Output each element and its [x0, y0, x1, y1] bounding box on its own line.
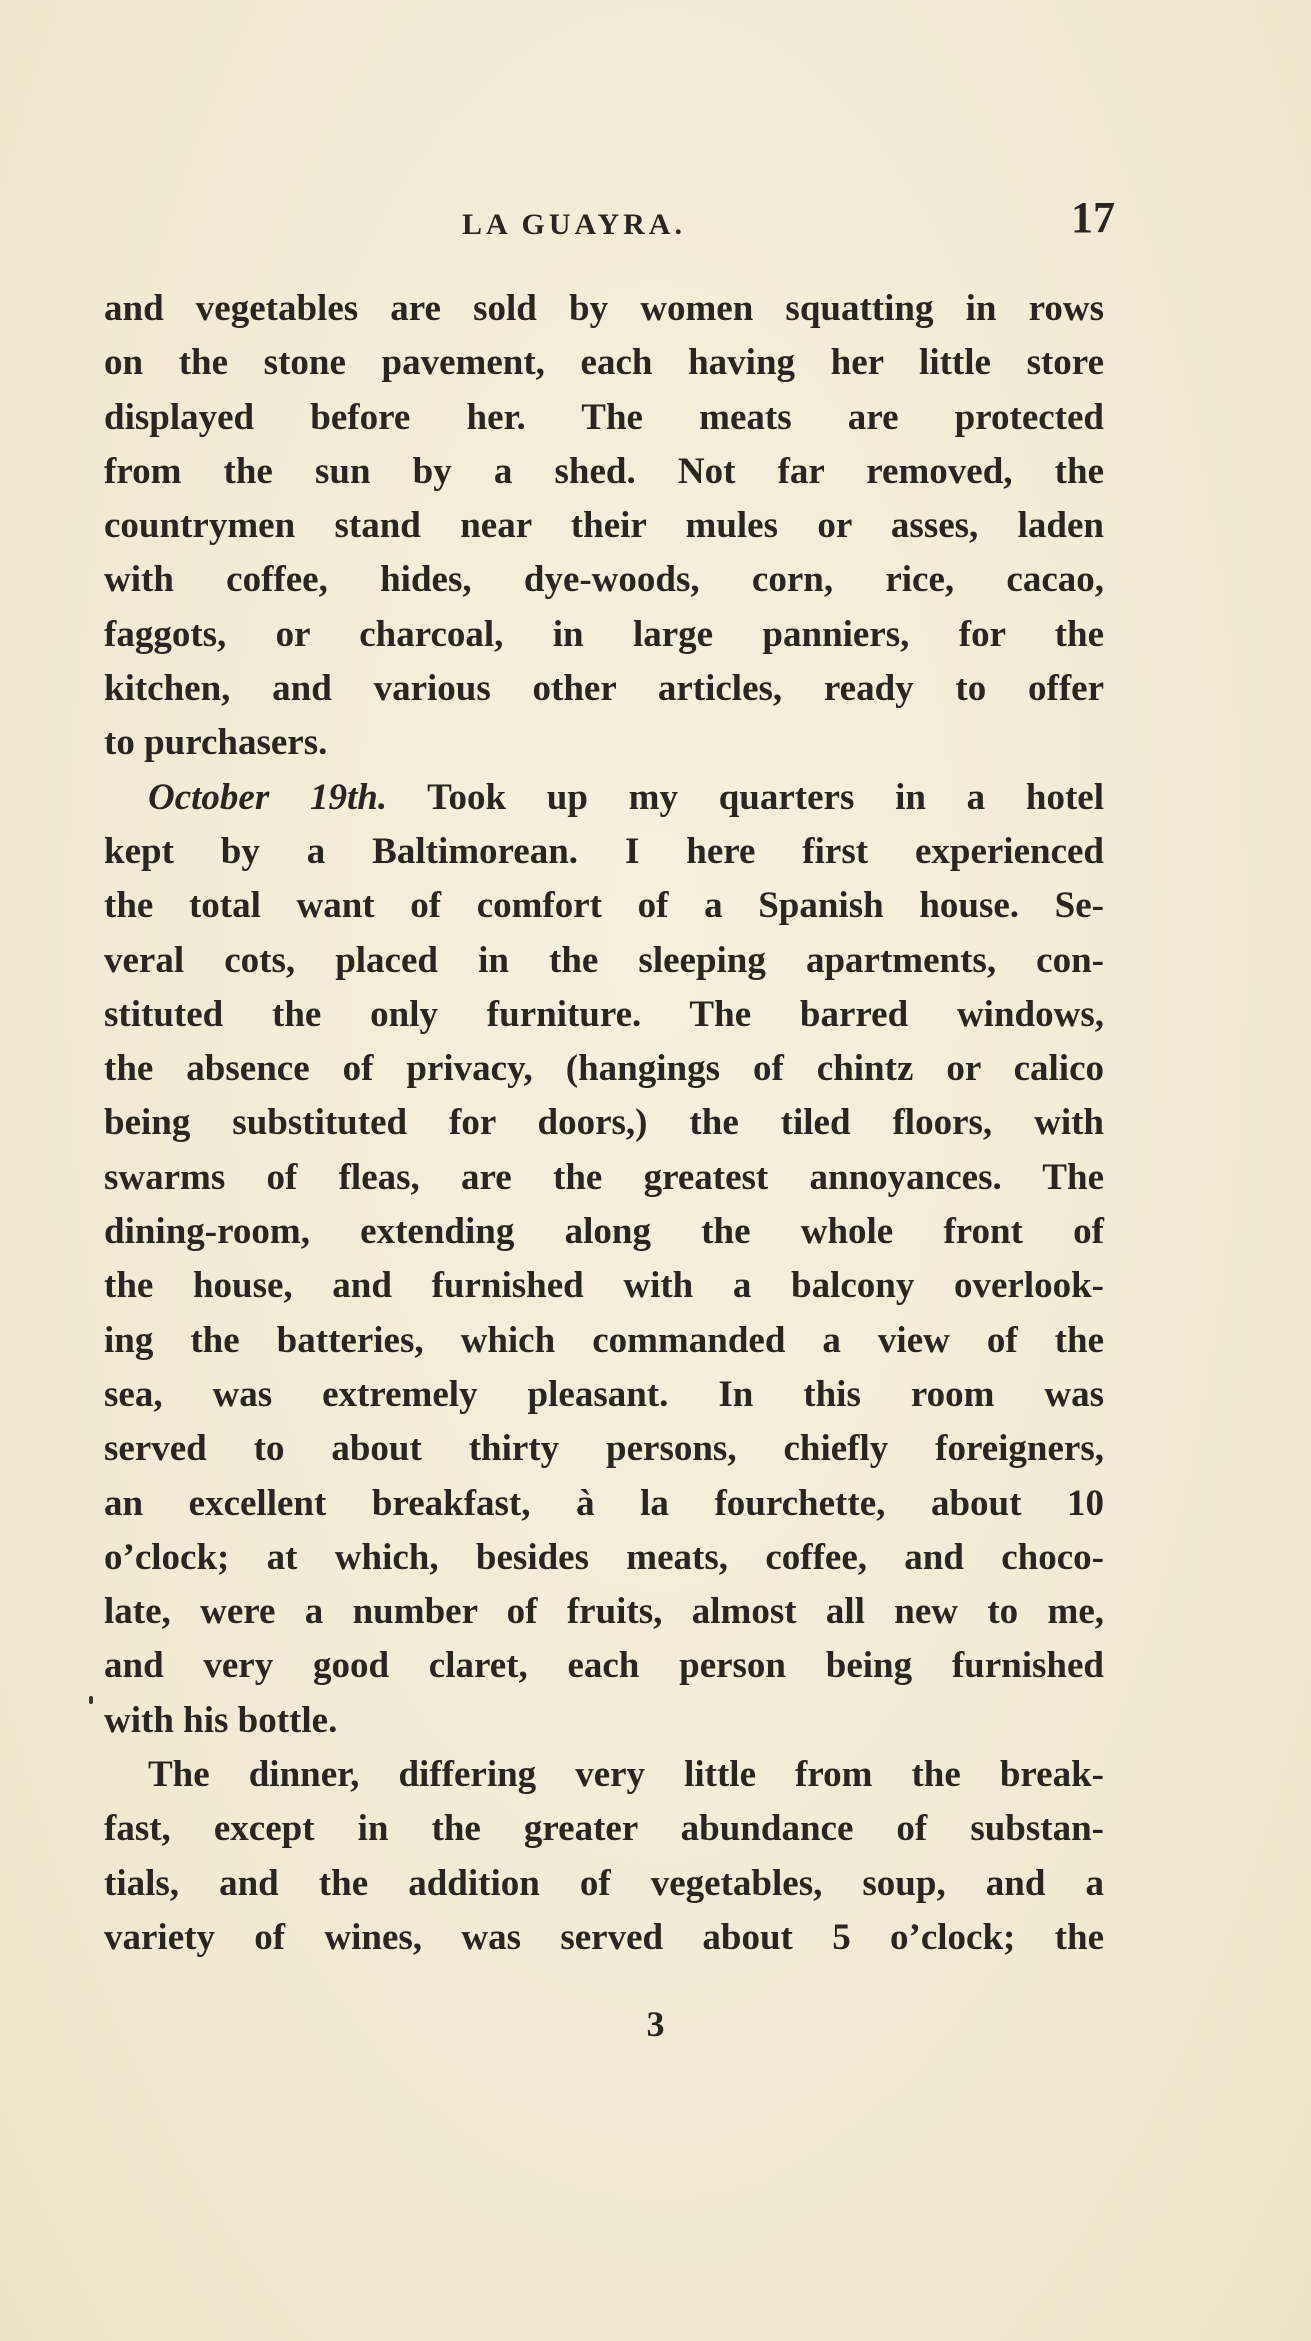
running-head — [104, 192, 1115, 252]
text-line: ing the batteries, which commanded a view of the — [104, 1319, 1104, 1361]
text-line: and very good claret, each person being furnished — [104, 1645, 1104, 1687]
date-label: October 19th. — [148, 776, 388, 818]
text-line: kept by a Baltimorean. I here first experienced — [104, 830, 1104, 872]
text-line-with-date — [104, 771, 1104, 825]
text-line: to purchasers. — [104, 722, 328, 764]
text-line: The dinner, differing very little from the break- — [148, 1754, 1104, 1796]
text-line: swarms of fleas, are the greatest annoyances. The — [104, 1156, 1104, 1198]
text-line: faggots, or charcoal, in large panniers, for the — [104, 613, 1104, 655]
text-line: an excellent breakfast, à la fourchette, about 10 — [104, 1482, 1104, 1524]
text-line: and vegetables are sold by women squatting in rows — [104, 288, 1104, 329]
ink-speck — [89, 1696, 93, 1704]
text-line: veral cots, placed in the sleeping apartments, con- — [104, 939, 1104, 981]
text-line: displayed before her. The meats are protected — [104, 396, 1104, 438]
text-line: the absence of privacy, (hangings of chintz or calico — [104, 1048, 1104, 1090]
body-text — [104, 282, 1104, 1965]
text-line: kitchen, and various other articles, ready to offer — [104, 668, 1104, 710]
text-line: from the sun by a shed. Not far removed, the — [104, 450, 1104, 492]
signature-mark: 3 — [646, 2004, 665, 2044]
text-line: sea, was extremely pleasant. In this room was — [104, 1373, 1104, 1415]
text-line: the total want of comfort of a Spanish house. Se- — [104, 885, 1104, 927]
text-line: tials, and the addition of vegetables, soup, and a — [104, 1862, 1104, 1904]
page-number: 17 — [1071, 193, 1115, 242]
text-line: with coffee, hides, dye-woods, corn, rice, cacao, — [104, 559, 1104, 601]
text-line: with his bottle. — [104, 1699, 338, 1741]
text-line: on the stone pavement, each having her little store — [104, 342, 1104, 384]
text-line: stituted the only furniture. The barred windows, — [104, 993, 1104, 1035]
text-line: o’clock; at which, besides meats, coffee, and choco- — [104, 1536, 1104, 1578]
text-line: being substituted for doors,) the tiled floors, with — [104, 1102, 1104, 1144]
text-line: fast, except in the greater abundance of substan- — [104, 1808, 1104, 1850]
text-line: countrymen stand near their mules or asses, laden — [104, 505, 1104, 547]
text-line: variety of wines, was served about 5 o’clock; the — [104, 1916, 1104, 1958]
text-line: the house, and furnished with a balcony overlook- — [104, 1265, 1104, 1307]
text-line: served to about thirty persons, chiefly foreigners, — [104, 1428, 1104, 1470]
text-line: late, were a number of fruits, almost all new to me, — [104, 1591, 1104, 1633]
running-title: LA GUAYRA. — [462, 208, 686, 241]
text-line: dining-room, extending along the whole front of — [104, 1211, 1104, 1253]
text-line-rest: Took up my quarters in a hotel — [427, 776, 1105, 818]
